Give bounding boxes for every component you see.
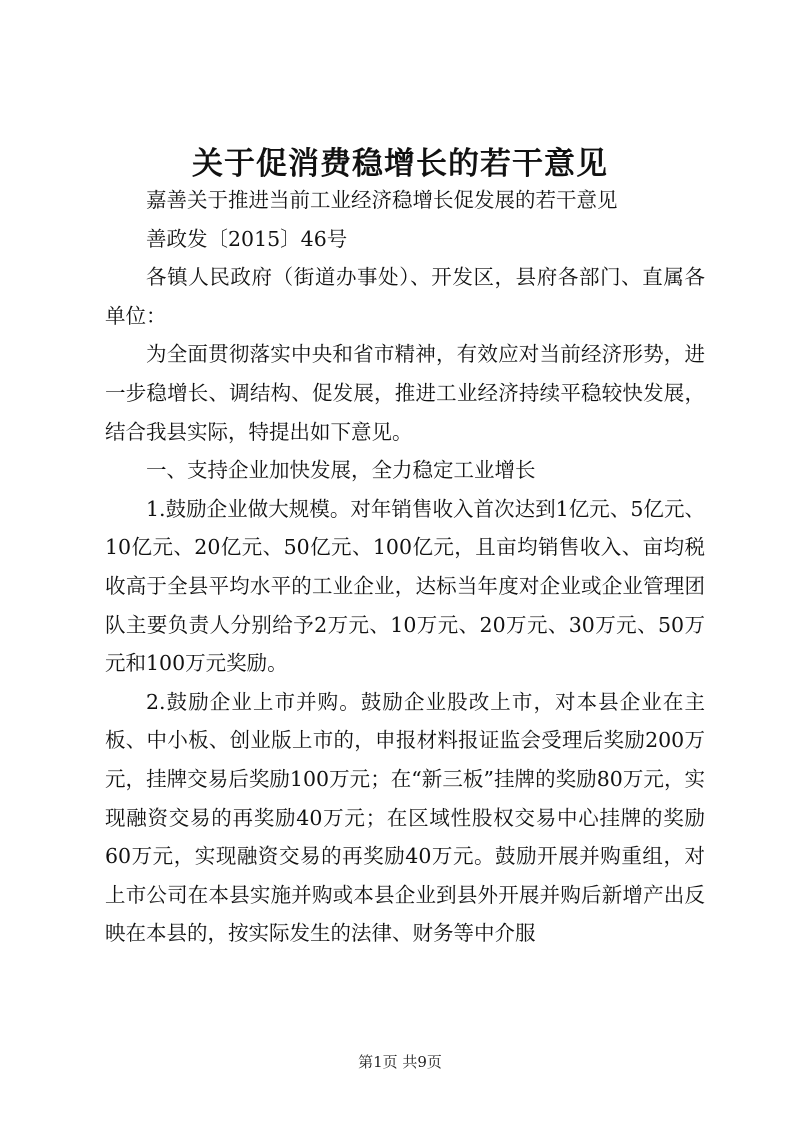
- paragraph-intro: 为全面贯彻落实中央和省市精神，有效应对当前经济形势，进一步稳增长、调结构、促发展，推进工业经济持续平稳较快发展，结合我县实际，特提出如下意见。: [105, 342, 705, 444]
- paragraph-section-heading: 一、支持企业加快发展，全力稳定工业增长: [146, 458, 536, 483]
- paragraph-doc-number: 善政发〔2015〕46号: [146, 226, 348, 251]
- paragraph-addressee: 各镇人民政府（街道办事处）、开发区，县府各部门、直属各单位：: [105, 265, 705, 328]
- document-body: [105, 181, 705, 953]
- paragraph-subtitle: 嘉善关于推进当前工业经济稳增长促发展的若干意见: [146, 188, 618, 212]
- page-title: 关于促消费稳增长的若干意见: [192, 146, 608, 182]
- paragraph-item-2: 2.鼓励企业上市并购。鼓励企业股改上市，对本县企业在主板、中小板、创业版上市的，申报材料报证监会受理后奖励200万元，挂牌交易后奖励100万元；在“新三板”挂牌的奖励80万元，实现融资交易的再奖励40万元；在区域性股权交易中心挂牌的奖励60万元，实现融资交易的再奖励40万元。鼓励开展并购重组，对上市公司在本县实施并购或本县企业到县外开展并购后新增产出反映在本县的，按实际发生的法律、财务等中介服: [105, 689, 705, 946]
- paragraph-item-1: 1.鼓励企业做大规模。对年销售收入首次达到1亿元、5亿元、10亿元、20亿元、50亿元、100亿元，且亩均销售收入、亩均税收高于全县平均水平的工业企业，达标当年度对企业或企业管理团队主要负责人分别给予2万元、10万元、20万元、30万元、50万元和100万元奖励。: [105, 496, 705, 676]
- page-footer: 第1页 共9页: [358, 1053, 442, 1071]
